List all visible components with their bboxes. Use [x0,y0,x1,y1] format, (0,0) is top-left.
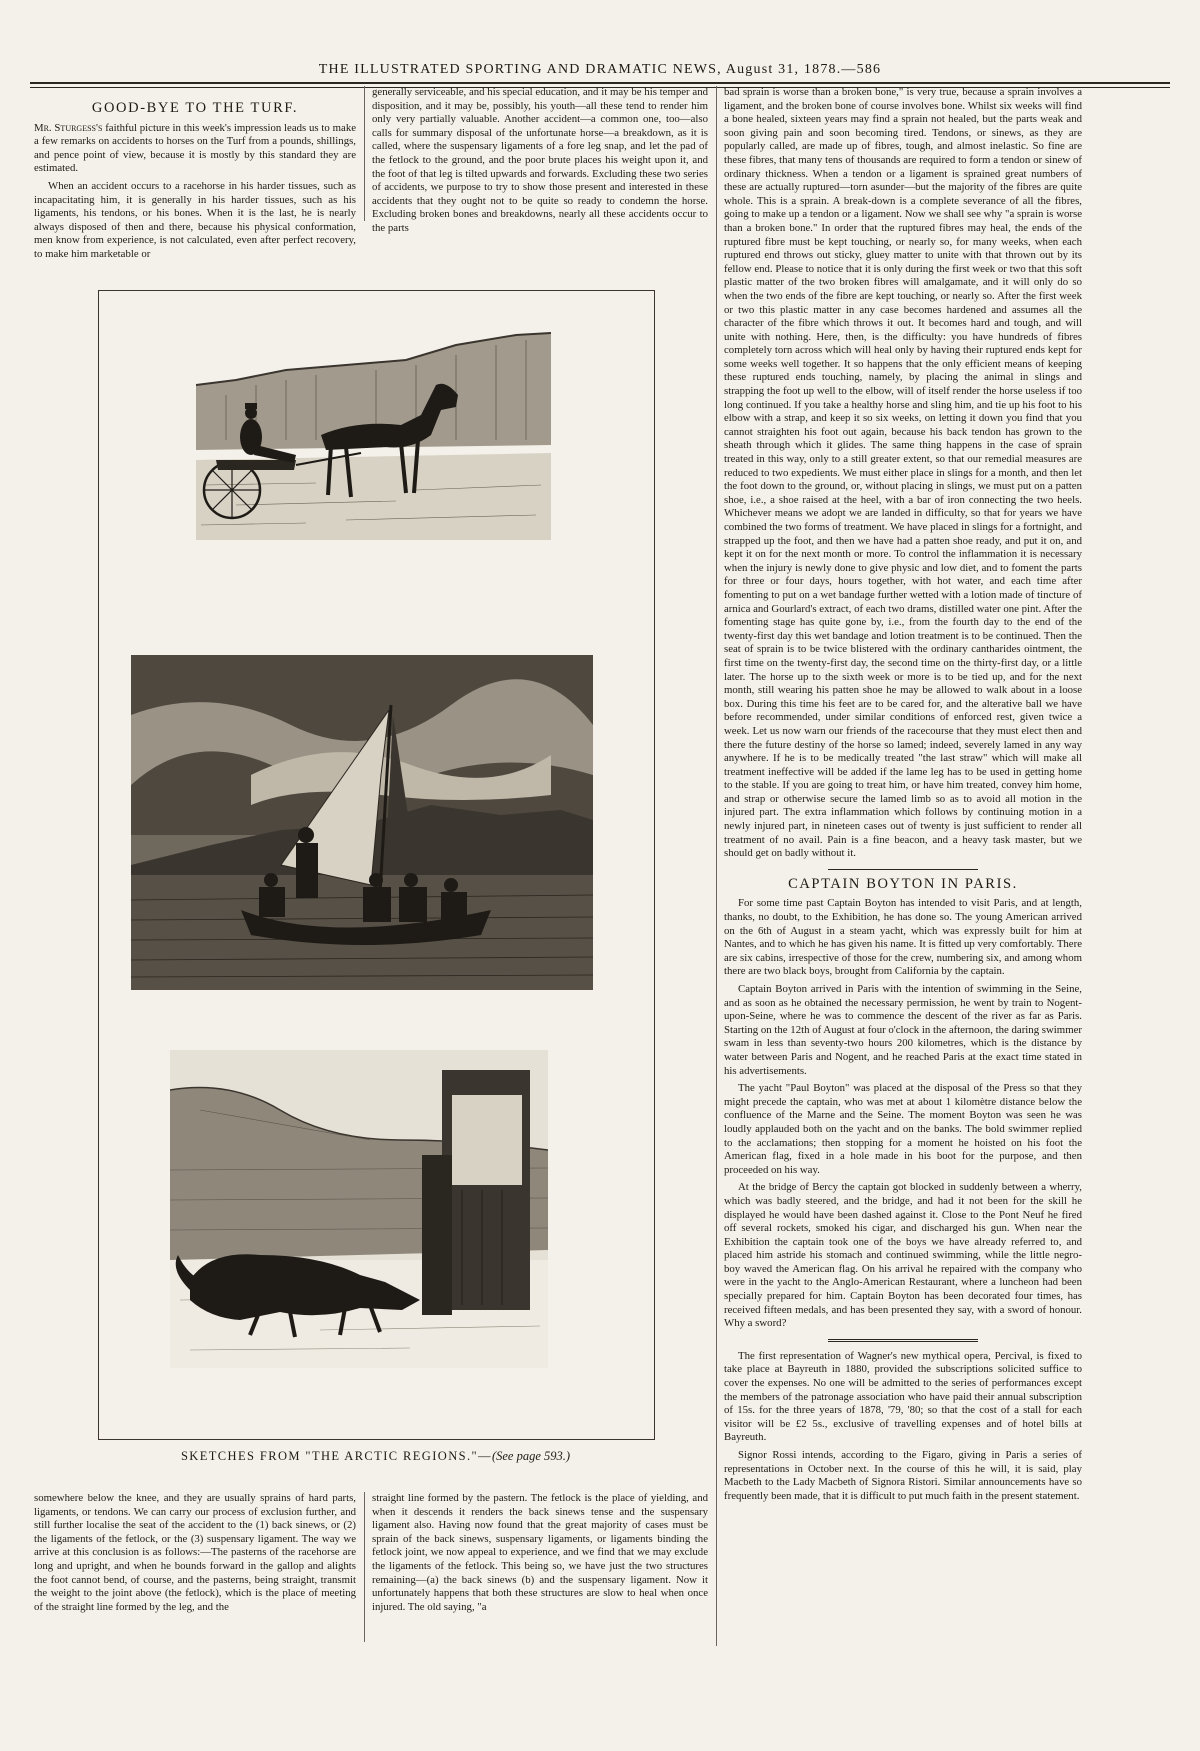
right-column [724,86,1082,1507]
caption-main: SKETCHES FROM "THE ARCTIC REGIONS."— [180,1449,492,1463]
caption-page-reference: (See page 593.) [491,1449,571,1463]
boyton-paragraph-4: At the bridge of Bercy the captain got blocked in suddenly between a wherry, which was badly steered, and the bridge, and had it not been for the skill he displayed he would have been dashed against it. Close to the Pont Neuf he fired off several rockets, smoked his cigar, and discharged his gun. When near the Exhibition the captain took one of the boys we have already referred to, and placed him astride his stomach and continued swimming, while the little negro-boy waved the American flag. On his arrival he repaired with the company who were in the yacht to the Anglo-American Restaurant, where a luncheon had been specially prepared for him. Captain Boyton has been decorated four times, has received fifteen medals, and has been presented they say, with a sword of honour. Why a sword? [724,1181,1082,1330]
turf-paragraph-1 [34,122,356,176]
turf-column-right [372,86,708,240]
engraving-boat-in-storm [131,655,593,990]
engraving-arctic-fox [170,1050,548,1368]
turf-continuation-paragraph: straight line formed by the pastern. The fetlock is the place of yielding, and when it descends it renders the back sinews tense and the suspensary ligament also. Having now found that the great majority of cases must be sprain of the back sinews, suspensary ligaments, or ligaments binding the fetlock joint, we now appeal to experience, and we find that we may exclude the ligaments of the fetlock. This being so, we have just the two structures remaining—(a) the back sinews (b) and the suspensary ligament. Now it unfortunately happens that both these structures are slow to heal when once injured. The old saying, "a [372,1492,708,1613]
turf-column-left [34,96,356,266]
turf-continuation-right [372,1492,708,1618]
turf-continuation-paragraph: somewhere below the knee, and they are usually sprains of hard parts, ligaments, or tendons. We can carry our process of exclusion further, and still further localise the seat of the accident to the (1) back sinews, or (2) the ligaments of the fetlock, or the (3) suspensary ligament. The way we arrive at this conclusion is as follows:—The pasterns of the racehorse are long and upright, and when he bounds forward in the gallop and alights the foot cannot bend, of course, and the pasterns, being straight, transmit the weight to the joint above (the fetlock), which is the place of meeting of the straight line formed by the leg, and the [34,1492,356,1613]
sprain-paragraph: bad sprain is worse than a broken bone," is very true, because a sprain involves a ligament, and the broken bone of course involves bone. Whilst six weeks will find a bone healed, sixteen years may find a sprain not healed, but the parts weak and soon giving pain and soon becoming tired. Tendons, or sinews, as they are popularly called, are made up of fibres, tough, and almost inelastic. So fine are these fibres, that many tens of thousands are required to form a tendon or sinew of ordinary thickness. When a tendon or a ligament is sprained great numbers of these are actually ruptured—torn asunder—but the majority of the fibres are quite whole. This is a sprain. A break-down is a complete severance of all the fibres, going to make up a tendon or a ligament. Now we shall see why "a sprain is worse than a broken bone." In order that the ruptured fibres may heal, the ends of the ruptured fibre must be kept touching, or nearly so, for many weeks, when each ruptured end throws out sticky, gluey matter to unite with that thrown out by its fellow end. Please to notice that it is only during the first week or two that this soft plastic matter of the two broken fibres will amalgamate, and it will only do so when the two ends of the fibre are kept touching, or nearly so. After the first week or two this plastic matter in any case becomes hardened and assumes all the character of the fibre which throws it out. It becomes hard and tough, and will unite with nothing. Here, then, is the difficulty: you have hundreds of fibres completely torn across which will heal only by having their ruptured ends kept for some weeks well together. It so happens that the only efficient means of keeping these ruptured ends touching, namely, by placing the animal in slings and strapping the foot up well to the elbow, will of itself render the horse useless if too long continued. If you take a healthy horse and sling him, and tie up his foot to his elbow with a strap, and keep it so six weeks, on letting it down you find that you cannot straighten his foot out again, because his back tendon has grown to the sheath through which it glides. The same thing happens in the case of sprain treated in this way, only to a still greater extent, so that our remedial measures are reduced to two expedients. We must either place in slings for a month, and then let the foot down to the ground, or, without placing in slings, we must put on a patten shoe, i.e., a shoe raised at the heel, with a bar of iron connecting the two heels. Whichever means we adopt we are landed in difficulty, so that for years we have combined the two forms of treatment. We have placed in slings for a fortnight, and strapped up the foot, and then we have had a patten shoe ready, and put it on, and kept it on for the next month or more. To control the inflammation it is necessary when the injury is newly done to give physic and low diet, and to foment the parts for three or four days, hours together, with hot water, and each time after fomenting to put on a wet bandage further wetted with a lotion made of tincture of arnica and Gourlard's extract, of each two drams, distilled water one pint. After the fomenting stage has quite gone by, i.e., from the fourth day to the end of the twenty-first day this wet bandage and lotion treatment is to be continued. Then the seat of sprain is to be twice blistered with the ordinary cantharides ointment, the first time on the twenty-first day, the second time on the thirty-first day, or a little later. The horse up to the sixth week or more is to be tied up, and for the next month, still wearing his patten shoe he may be allowed to walk about in a loose box. During this time his feet are to be cared for, and the alterative ball we have before recommended, under similar conditions of enforced rest, given twice a week. Let us now warn our friends of the racecourse that they must elect then and there the future destiny of the horse so lamed; indeed, severely lamed in any way anywhere. If he is to be medically treated "the last straw" which will make all treatment ineffective will be added if the lame leg has to be used in getting home to the stable. If you are going to treat him, or have him treated, convey him home, and strap or otherwise secure the lamed limb so as to avoid all motion in the injured part. The extra inflammation which follows by continuing motion in a newly injured part, in nineteen cases out of twenty is just sufficient to render all treatment of no avail. Pain is a fine beacon, and a heavy task master, but we should get on badly without it. [724,86,1082,860]
boyton-paragraph-3: The yacht "Paul Boyton" was placed at the disposal of the Press so that they might precede the captain, who was met at about 1 kilomètre distance below the confluence of the Marne and the Seine. The moment Boyton was seen he was loudly applauded both on the yacht and on the banks. The bold swimmer replied to the acclamations; then stopping for a moment he hoisted on his foot the American flag, fixed in a hole made in his boot for the purpose, and then proceeded on his way. [724,1082,1082,1176]
engraving-horse-and-cart [196,325,551,540]
boyton-heading: CAPTAIN BOYTON IN PARIS. [788,875,1018,892]
illustration-caption [98,1449,653,1464]
turf-heading: GOOD-BYE TO THE TURF. [91,100,299,116]
wagner-paragraph: The first representation of Wagner's new mythical opera, Percival, is fixed to take place at Bayreuth in 1880, provided the subscriptions solicited suffice to cover the expenses. No one will be admitted to the series of performances except the members of the patronage association who have paid their annual subscription of 15s. for the three years of 1878, '79, '80; so that the cost of a stall for each visitor will be £2 5s., exclusive of travelling expenses and of hotel bills at Bayreuth. [724,1349,1082,1444]
column-divider [716,86,717,1646]
turf-paragraph-1-text: faithful picture in this week's impression leads us to make a few remarks on accidents to horses on the Turf from a pounds, shillings, and pence point of view, because it is mostly by this standard they are estimated. [34,121,357,175]
rossi-paragraph: Signor Rossi intends, according to the Figaro, giving in Paris a series of representations in October next. In the course of this he will, it is said, play Macbeth to the Lady Macbeth of Signora Ristori. Similar announcements have so frequently been made, that it is difficult to put much faith in the present statement. [724,1449,1082,1502]
section-rule [828,869,978,870]
column-divider [364,86,365,221]
turf-continuation-left [34,1492,356,1618]
masthead: THE ILLUSTRATED SPORTING AND DRAMATIC NEWS, August 31, 1878.—586 [30,62,1170,84]
turf-paragraph-2: When an accident occurs to a racehorse in his harder tissues, such as incapacitating him, it is generally in his harder tissues, such as his ligaments, his tendons, or his bones. When it is the last, he is nearly always disposed of then and there, because his physical conformation, men know from experience, is not calculated, even after perfect recovery, to make him marketable or [34,179,356,260]
boyton-paragraph-2: Captain Boyton arrived in Paris with the intention of swimming in the Seine, and as soon as he obtained the necessary permission, he went by train to Nogent-upon-Seine, where he was to commence the descent of the river as far as Paris. Starting on the 12th of August at four o'clock in the afternoon, the daring swimmer swam in less than seventy-two hours 200 kilometres, which is the distance by water between Paris and Nogent, and he reached Paris at the exact time stated in his advertisements. [724,983,1082,1077]
boyton-paragraph-1: For some time past Captain Boyton has intended to visit Paris, and at length, thanks, no doubt, to the Exhibition, he has done so. The young American arrived on the 6th of August in a steam yacht, which was expressly built for him at Nantes, and to which he has given his name. It is fitted up very comfortably. There are six cabins, irrespective of those for the crew, numbering six, and among whom there are two black boys, brought from California by the captain. [724,897,1082,978]
author-name: Mr. Sturgess's [34,121,103,134]
section-rule [828,1339,978,1342]
turf-paragraph-3: generally serviceable, and his special education, and it may be his temper and disposition, and it may be, possibly, his youth—all these tend to render him only very partially valuable. Another accident—a common one, too—also calls for summary disposal of the unfortunate horse—a breakdown, as it is called, where the suspensary ligaments of a fore leg snap, and let the pad of the fetlock to the ground, and the poor brute places his weight upon it, and the foot of that leg is tilted upwards and forwards. Excluding these two series of accidents, we purpose to try to show those present and interested in these accidents that they ought not to be quite so ready to condemn the horse. Excluding broken bones and breakdowns, nearly all these accidents occur to the parts [372,86,708,234]
column-divider [364,1492,365,1642]
